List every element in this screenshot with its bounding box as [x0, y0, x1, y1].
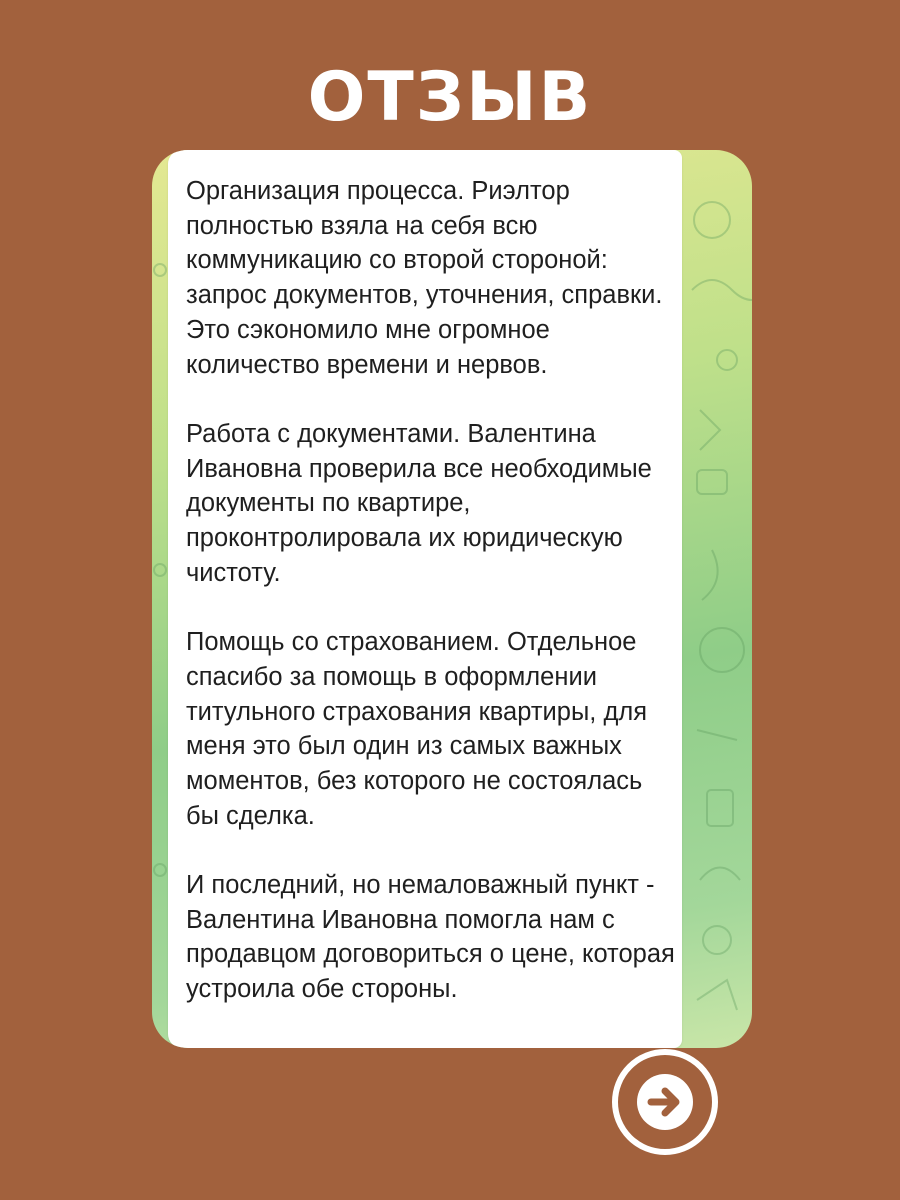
review-paragraph-organization: Организация процесса. Риэлтор полностью взяла на себя всю коммуникацию со второй стороной: запрос документов, уточнения, справки. Это сэкономило мне огромное количество времени и нервов. — [186, 177, 663, 379]
arrow-disc — [637, 1074, 693, 1130]
review-paragraph-documents: Работа с документами. Валентина Ивановна проверила все необходимые документы по квартире, проконтролировала их юридическую чистоту. — [186, 419, 652, 587]
arrow-right-icon — [645, 1082, 685, 1122]
review-text — [186, 174, 676, 1007]
review-paragraph-insurance: Помощь со страхованием. Отдельное спасибо за помощь в оформлении титульного страхования квартиры, для меня это был один из самых важных моментов, без которого не состоялась бы сделка. — [186, 628, 648, 830]
review-screenshot-card — [152, 150, 752, 1048]
message-bubble — [168, 150, 682, 1048]
next-button[interactable] — [612, 1049, 718, 1155]
page-title: ОТЗЫВ — [307, 58, 593, 137]
review-paragraph-price: И последний, но немаловажный пункт - Валентина Ивановна помогла нам с продавцом договориться о цене, которая устроила обе стороны. — [186, 871, 675, 1004]
